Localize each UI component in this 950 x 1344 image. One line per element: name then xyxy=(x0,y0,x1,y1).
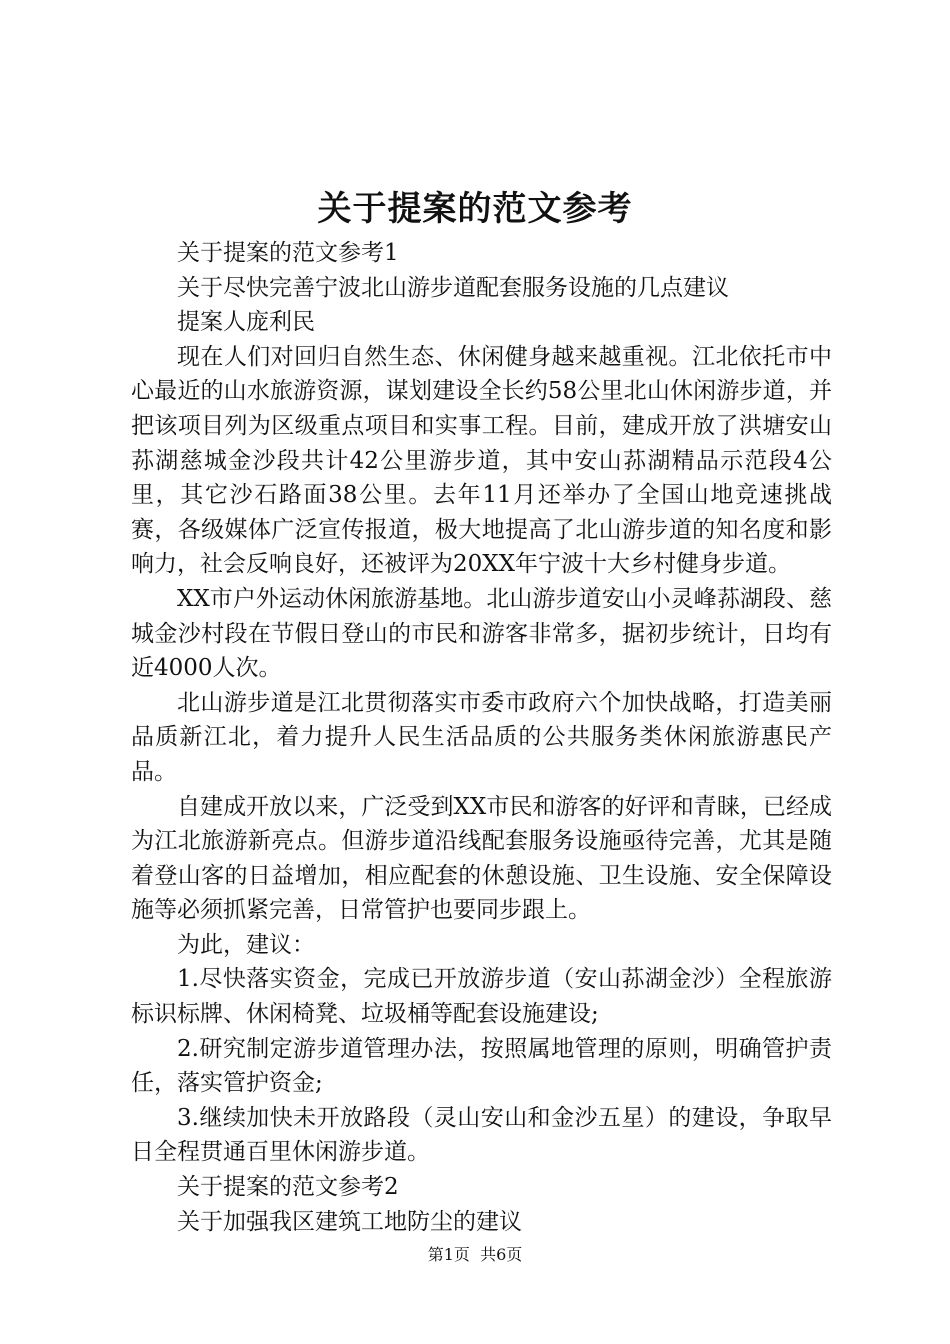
suggestion-item: 3.继续加快未开放路段（灵山安山和金沙五星）的建设，争取早日全程贯通百里休闲游步道。 xyxy=(131,1104,832,1166)
body-paragraph: 现在人们对回归自然生态、休闲健身越来越重视。江北依托市中心最近的山水旅游资源，谋划建设全长约58公里北山休闲游步道，并把该项目列为区级重点项目和实事工程。目前，建成开放了洪塘安山荪湖慈城金沙段共计42公里游步道，其中安山荪湖精品示范段4公里，其它沙石路面38公里。去年11月还举办了全国山地竞速挑战赛，各级媒体广泛宣传报道，极大地提高了北山游步道的知名度和影响力，社会反响良好，还被评为20XX年宁波十大乡村健身步道。 xyxy=(131,343,832,578)
suggestion-item: 2.研究制定游步道管理办法，按照属地管理的原则，明确管护责任，落实管护资金; xyxy=(131,1035,832,1097)
section-heading-1: 关于提案的范文参考1 xyxy=(177,240,399,266)
page-number-footer: 第1页 共6页 xyxy=(427,1245,523,1264)
section-heading-2: 关于提案的范文参考2 xyxy=(177,1174,399,1201)
body-paragraph: 自建成开放以来，广泛受到XX市民和游客的好评和青睐，已经成为江北旅游新亮点。但游步道沿线配套服务设施亟待完善，尤其是随着登山客的日益增加，相应配套的休憩设施、卫生设施、安全保障设施等必须抓紧完善，日常管护也要同步跟上。 xyxy=(131,793,832,924)
suggestion-intro: 为此，建议： xyxy=(177,931,315,958)
proposal-title: 关于加强我区建筑工地防尘的建议 xyxy=(177,1208,522,1235)
document-body xyxy=(131,236,832,1239)
proposal-title: 关于尽快完善宁波北山游步道配套服务设施的几点建议 xyxy=(177,274,729,301)
suggestion-item: 1.尽快落实资金，完成已开放游步道（安山荪湖金沙）全程旅游标识标牌、休闲椅凳、垃圾桶等配套设施建设; xyxy=(131,966,832,1028)
body-paragraph: XX市户外运动休闲旅游基地。北山游步道安山小灵峰荪湖段、慈城金沙村段在节假日登山的市民和游客非常多，据初步统计，日均有近4000人次。 xyxy=(131,585,832,682)
body-paragraph: 北山游步道是江北贯彻落实市委市政府六个加快战略，打造美丽品质新江北，着力提升人民生活品质的公共服务类休闲旅游惠民产品。 xyxy=(131,689,832,785)
proposer-line: 提案人庞利民 xyxy=(177,309,315,336)
document-title: 关于提案的范文参考 xyxy=(317,189,633,229)
